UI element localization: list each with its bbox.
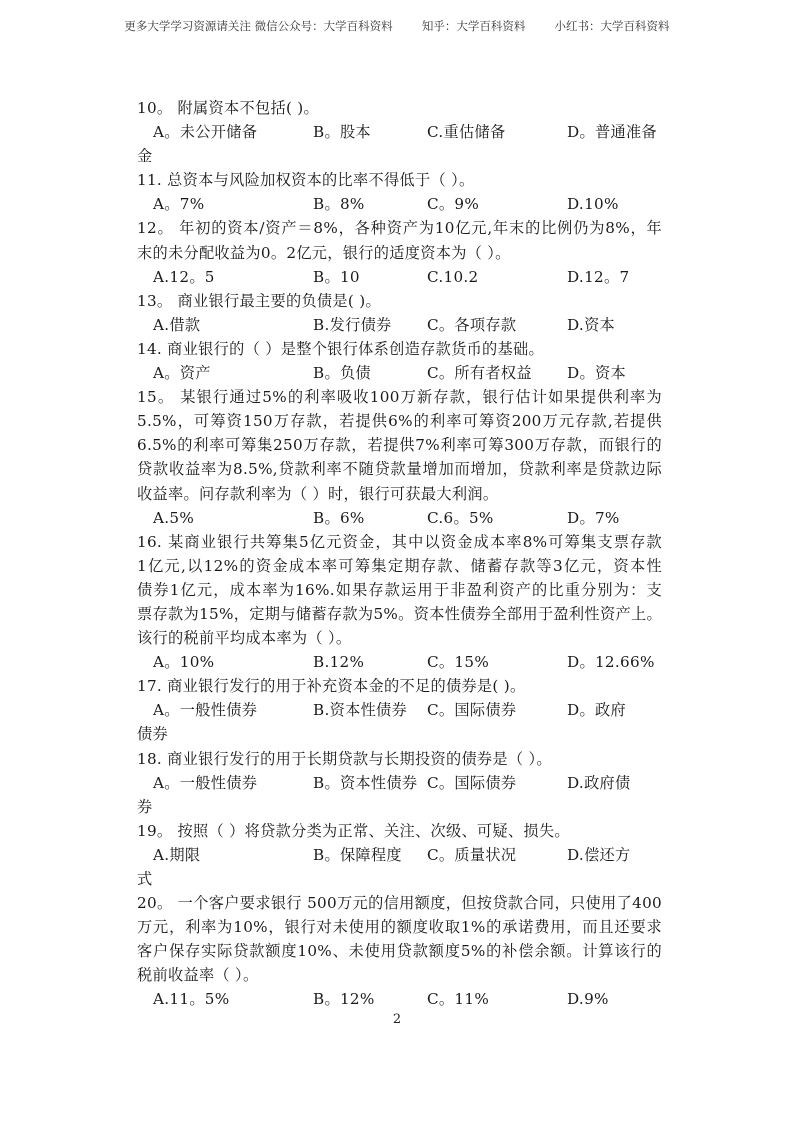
- answer-option: C。质量状况: [427, 845, 517, 864]
- question-text: 该行的税前平均成本率为（ ）。: [137, 629, 352, 648]
- answer-options: [137, 265, 662, 289]
- answer-option: D.9%: [567, 990, 609, 1009]
- answer-option: B。10: [313, 267, 360, 286]
- answer-option: B。负债: [313, 364, 371, 383]
- question-text: 税前收益率（ ）。: [137, 966, 259, 985]
- answer-option: D.12。7: [567, 267, 630, 286]
- question-text: 11. 总资本与风险加权资本的比率不得低于（ ）。: [137, 171, 475, 190]
- answer-option: A。资产: [153, 364, 211, 383]
- answer-option: C.6。5%: [427, 508, 494, 527]
- answer-option: A。一般性债券: [153, 773, 258, 792]
- answer-options: [137, 843, 662, 867]
- answer-option: D.资本: [567, 315, 616, 334]
- answer-option: A。未公开储备: [153, 123, 258, 142]
- answer-option: A.11。5%: [153, 990, 230, 1009]
- answer-options: [137, 192, 662, 216]
- question-text: 20。 一个客户要求银行 500万元的信用额度，但按贷款合同，只使用了400: [137, 894, 662, 913]
- answer-option: D.10%: [567, 195, 619, 214]
- question-text: 10。 附属资本不包括( )。: [137, 99, 320, 117]
- answer-option: A。7%: [153, 195, 205, 214]
- answer-options: [137, 771, 662, 795]
- answer-options: [137, 698, 662, 722]
- question-text: 票存款为15%，定期与储蓄存款为5%。资本性债券全部用于盈利性资产上。: [137, 604, 662, 623]
- answer-option: D。普通准备: [567, 123, 657, 142]
- question-text: 万元，利率为10%，银行对未使用的额度收取1%的承诺费用，而且还要求: [137, 918, 662, 937]
- answer-option: C。11%: [427, 990, 490, 1009]
- question-text: 客户保存实际贷款额度10%、未使用贷款额度5%的补偿余额。计算该行的: [137, 942, 662, 961]
- answer-option: C。15%: [427, 653, 490, 672]
- text-continuation: 券: [137, 797, 153, 816]
- question-text: 5.5%，可筹资150万存款，若提供6%的利率可筹资200万元存款,若提供: [137, 412, 662, 431]
- answer-option: B。保障程度: [313, 845, 402, 864]
- answer-option: B。股本: [313, 123, 371, 142]
- answer-option: C。国际债券: [427, 773, 517, 792]
- question-text: 6.5%的利率可筹集250万存款，若提供7%利率可筹300万存款，而银行的: [137, 436, 662, 455]
- question-text: 17. 商业银行发行的用于补充资本金的不足的债券是( )。: [137, 677, 526, 696]
- text-continuation: 金: [137, 147, 153, 166]
- question-text: 18. 商业银行发行的用于长期贷款与长期投资的债券是（ ）。: [137, 749, 552, 768]
- answer-option: A.12。5: [153, 267, 215, 286]
- question-text: 贷款收益率为8.5%,贷款利率不随贷款量增加而增加，贷款利率是贷款边际: [137, 460, 662, 479]
- answer-option: A.借款: [153, 315, 201, 334]
- text-continuation: 债券: [137, 725, 168, 744]
- document-body: [137, 96, 662, 1012]
- answer-option: D。7%: [567, 508, 620, 527]
- question-text: 14. 商业银行的（ ）是整个银行体系创造存款货币的基础。: [137, 339, 545, 358]
- answer-option: C。国际债券: [427, 701, 517, 720]
- page-header: 更多大学学习资源请关注 微信公众号：大学百科资料 知乎：大学百科资料 小红书：大学百科资料: [124, 19, 670, 33]
- answer-option: C.重估储备: [427, 123, 506, 142]
- answer-option: D。12.66%: [567, 653, 655, 672]
- question-text: 13。 商业银行最主要的负债是( )。: [137, 291, 381, 310]
- answer-option: C.10.2: [427, 267, 479, 286]
- answer-option: C。各项存款: [427, 315, 517, 334]
- answer-option: A.期限: [153, 845, 201, 864]
- answer-option: B。资本性债券: [313, 773, 418, 792]
- question-text: 1亿元,以12%的资金成本率可筹集定期存款、储蓄存款等3亿元，资本性: [137, 556, 662, 575]
- answer-option: A。一般性债券: [153, 701, 258, 720]
- answer-option: A。10%: [153, 653, 215, 672]
- question-text: 债券1亿元，成本率为16%.如果存款运用于非盈利资产的比重分别为：支: [137, 580, 662, 599]
- answer-option: D。政府: [567, 701, 626, 720]
- page-number: 2: [392, 1012, 402, 1027]
- answer-option: B.12%: [313, 653, 365, 672]
- answer-option: D.政府债: [567, 773, 631, 792]
- answer-option: B.资本性债券: [313, 701, 408, 720]
- answer-options: [137, 506, 662, 530]
- answer-option: C。9%: [427, 195, 480, 214]
- answer-options: [137, 361, 662, 385]
- answer-option: D.偿还方: [567, 845, 631, 864]
- question-text: 16. 某商业银行共筹集5亿元资金，其中以资金成本率8%可筹集支票存款: [137, 532, 662, 551]
- answer-options: [137, 650, 662, 674]
- answer-options: [137, 313, 662, 337]
- question-text: 19。 按照（ ）将贷款分类为正常、关注、次级、可疑、损失。: [137, 821, 570, 840]
- answer-options: [137, 120, 662, 144]
- question-text: 12。 年初的资本/资产＝8%，各种资产为10亿元,年末的比例仍为8%，年: [137, 219, 662, 238]
- question-text: 收益率。问存款利率为（ ）时，银行可获最大利润。: [137, 484, 499, 503]
- question-text: 末的未分配收益为0。2亿元，银行的适度资本为（ ）。: [137, 243, 511, 262]
- answer-option: B。8%: [313, 195, 365, 214]
- question-text: 15。 某银行通过5%的利率吸收100万新存款，银行估计如果提供利率为: [137, 388, 662, 407]
- answer-option: A.5%: [153, 508, 195, 527]
- text-continuation: 式: [137, 870, 153, 888]
- answer-option: C。所有者权益: [427, 364, 532, 383]
- answer-option: B。6%: [313, 508, 365, 527]
- answer-options: [137, 987, 662, 1011]
- answer-option: B。12%: [313, 990, 375, 1009]
- answer-option: D。资本: [567, 364, 626, 383]
- answer-option: B.发行债券: [313, 315, 392, 334]
